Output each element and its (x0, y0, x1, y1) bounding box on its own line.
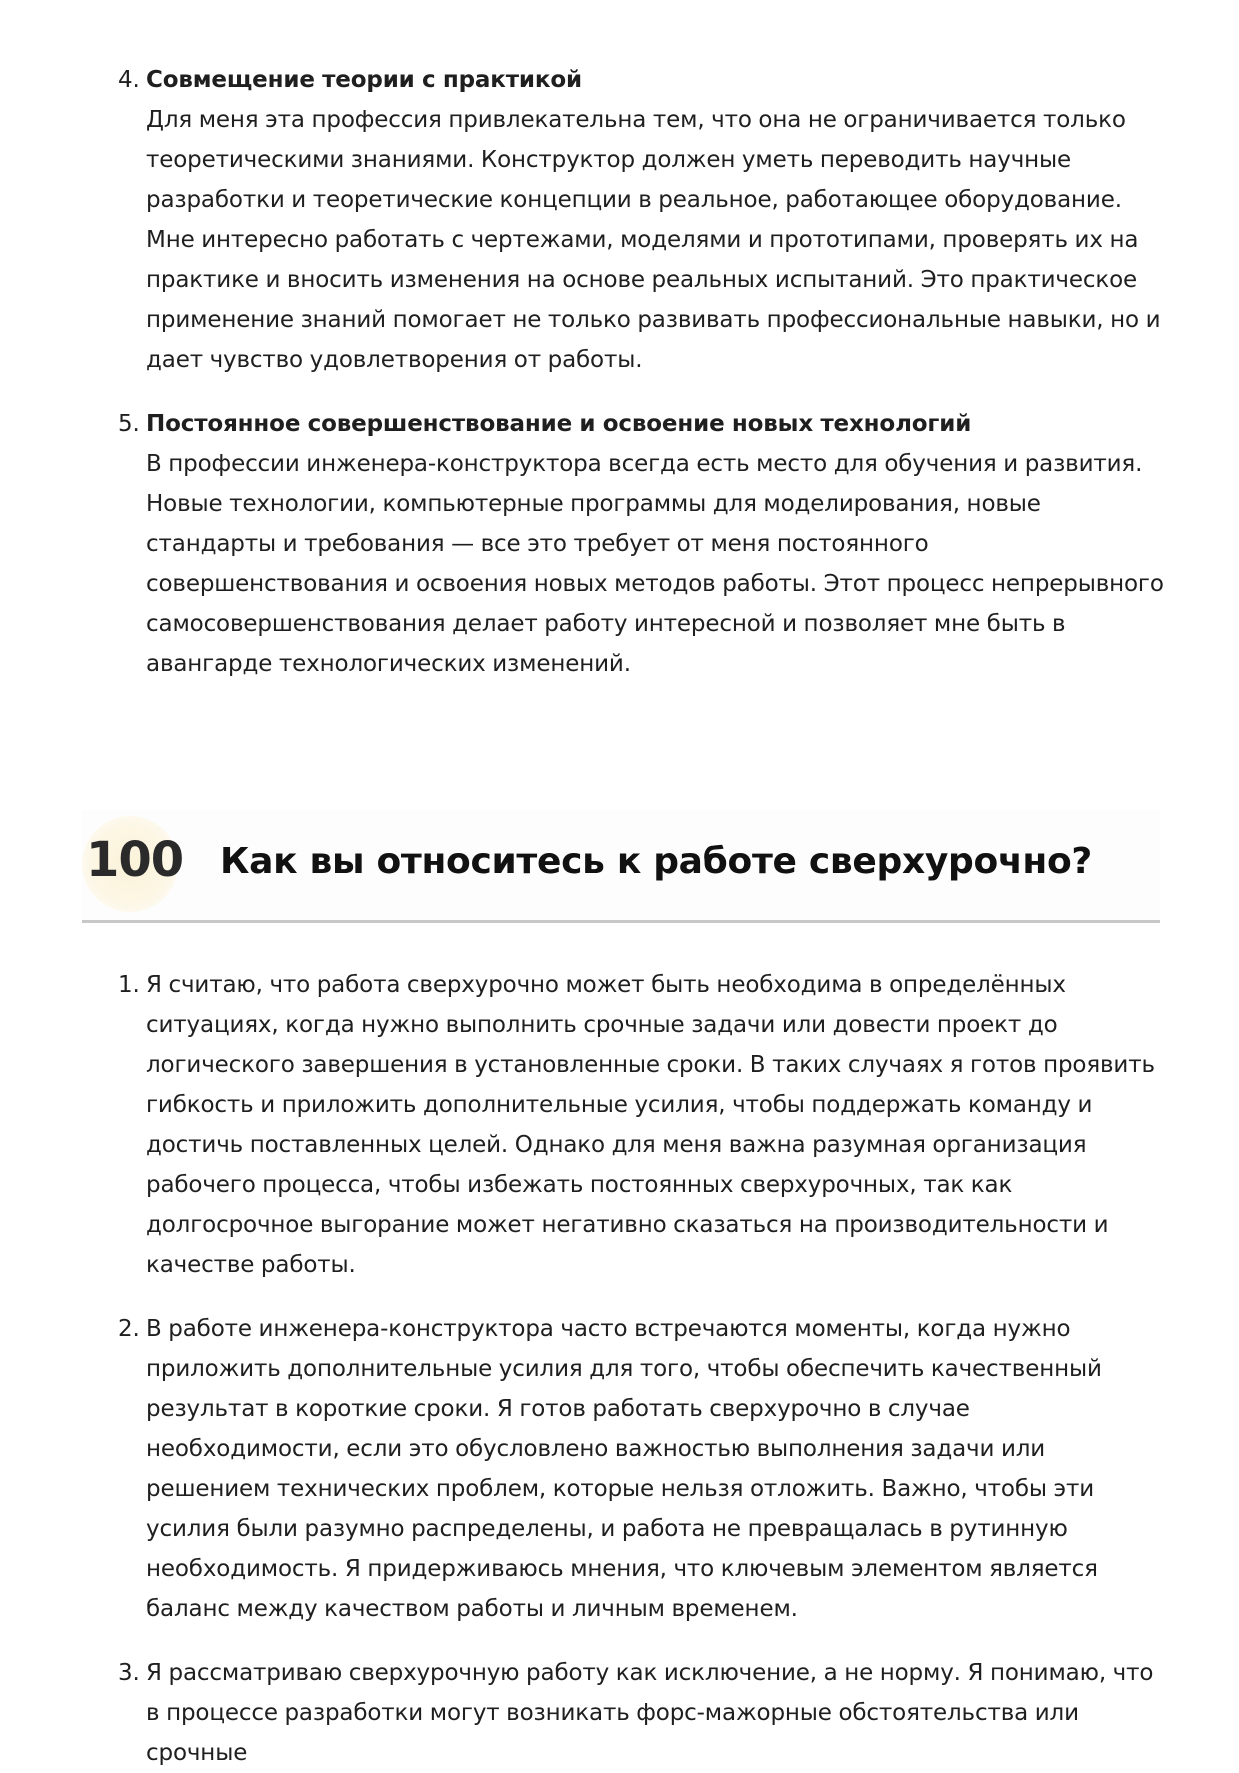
item-text: В профессии инженера-конструктора всегда есть место для обучения и развития. Новые технологии, компьютерные программы для моделирования, новые стандарты и требования — все это требует от меня постоянного совершенствования и освоения новых методов работы. Этот процесс непрерывного самосовершенствования делает работу интересной и позволяет мне быть в авангарде технологических изменений. (146, 451, 1164, 677)
answers-list (118, 965, 1168, 1773)
list-item (118, 1653, 1168, 1773)
item-text: В работе инженера-конструктора часто встречаются моменты, когда нужно приложить дополнительные усилия для того, чтобы обеспечить качественный результат в короткие сроки. Я готов работать сверхурочно в случае необходимости, если это обусловлено важностью выполнения задачи или решением технических проблем, которые нельзя отложить. Важно, чтобы эти усилия были разумно распределены, и работа не превращалась в рутинную необходимость. Я придерживаюсь мнения, что ключевым элементом является баланс между качеством работы и личным временем. (146, 1316, 1102, 1622)
item-number: 4. (118, 67, 140, 93)
item-title: Совмещение теории с практикой (146, 67, 582, 93)
list-item (118, 1309, 1168, 1629)
item-number: 3. (118, 1660, 140, 1686)
item-title: Постоянное совершенствование и освоение новых технологий (146, 411, 972, 437)
item-text: Для меня эта профессия привлекательна тем, что она не ограничивается только теоретическими знаниями. Конструктор должен уметь переводить научные разработки и теоретические концепции в реальное, работающее оборудование. Мне интересно работать с чертежами, моделями и прототипами, проверять их на практике и вносить изменения на основе реальных испытаний. Это практическое применение знаний помогает не только развивать профессиональные навыки, но и дает чувство удовлетворения от работы. (146, 107, 1161, 373)
item-text: Я рассматриваю сверхурочную работу как исключение, а не норму. Я понимаю, что в процессе разработки могут возникать форс-мажорные обстоятельства или срочные (146, 1660, 1154, 1766)
question-number: 100 (86, 832, 184, 888)
item-number: 5. (118, 411, 140, 437)
item-text: Я считаю, что работа сверхурочно может быть необходима в определённых ситуациях, когда нужно выполнить срочные задачи или довести проект до логического завершения в установленные сроки. В таких случаях я готов проявить гибкость и приложить дополнительные усилия, чтобы поддержать команду и достичь поставленных целей. Однако для меня важна разумная организация рабочего процесса, чтобы избежать постоянных сверхурочных, так как долгосрочное выгорание может негативно сказаться на производительности и качестве работы. (146, 972, 1155, 1278)
question-header (82, 810, 1160, 928)
item-number: 1. (118, 972, 140, 998)
list-item (118, 60, 1168, 380)
question-title: Как вы относитесь к работе сверхурочно? (220, 841, 1092, 882)
list-item (118, 965, 1168, 1285)
list-item (118, 404, 1168, 684)
reasons-list (118, 60, 1168, 684)
item-number: 2. (118, 1316, 140, 1342)
